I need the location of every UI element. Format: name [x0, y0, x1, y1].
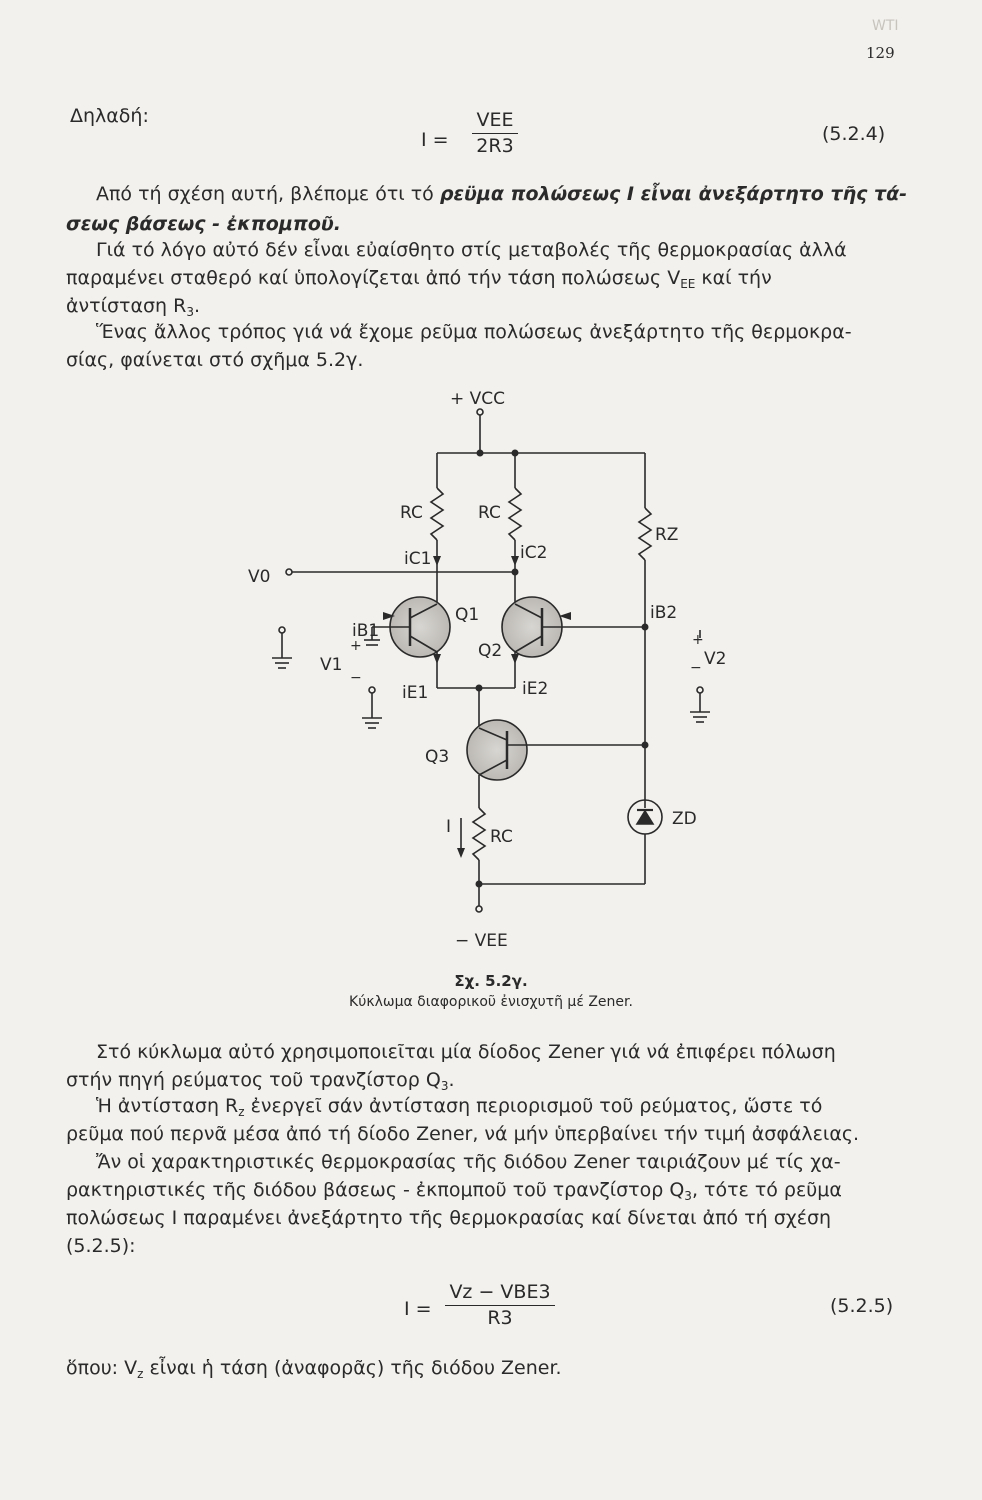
vee-terminal [476, 906, 482, 912]
para6-line1: Ἄν οἱ χαρακτηριστικές θερμοκρασίας τῆς διόδου Zener ταιριάζουν μέ τίς χα- [96, 1151, 841, 1173]
footer-sub: z [137, 1367, 144, 1381]
q2-label: Q2 [478, 641, 503, 661]
resistor-rz [639, 508, 651, 560]
eq1-fraction [455, 108, 535, 159]
ie2-label: iE2 [522, 679, 549, 699]
zd-label: ZD [672, 809, 697, 829]
page-number: 129 [866, 44, 895, 62]
eq1-label: (5.2.4) [822, 123, 886, 145]
para4-l2sub: 3 [440, 1079, 449, 1093]
para4-l2b: . [448, 1069, 455, 1091]
footer-line [66, 1356, 562, 1383]
para2-l3sub: 3 [186, 305, 194, 319]
para2-line1: Γιά τό λόγο αὐτό δέν εἶναι εὐαίσθητο στίς μεταβολές τῆς θερμοκρασίας ἀλλά [96, 239, 847, 261]
para1-bold-l1: ρεϋμα πολώσεως I εἶναι ἀνεξάρτητο τῆς τά- [439, 183, 908, 205]
para6-line4: (5.2.5): [66, 1235, 136, 1257]
ie1-label: iE1 [402, 683, 429, 703]
footer-b: εἶναι ἡ τάση (ἀναφορᾶς) τῆς διόδου Zener. [143, 1357, 562, 1379]
eq2-lhs: I = [404, 1298, 432, 1320]
para4-l2a: στήν πηγή ρεύματος τοῦ τρανζίστορ Q [66, 1069, 441, 1091]
intro-text: Δηλαδή: [70, 105, 149, 127]
para5-line2: ρεῦμα πού περνᾶ μέσα ἀπό τή δίοδο Zener, νά μήν ὑπερβαίνει τήν τιμή ἀσφάλειας. [66, 1123, 860, 1145]
para6-l2b: , τότε τό ρεῦμα [691, 1179, 842, 1201]
rc1-label: RC [400, 503, 423, 523]
ghost-mark: WTI [872, 18, 899, 34]
resistor-rc1 [431, 488, 443, 540]
transistor-q3 [467, 720, 527, 780]
v0-label: V0 [248, 567, 271, 587]
para4-line1: Στό κύκλωμα αὐτό χρησιμοποιεῖται μία δίοδος Zener γιά νά ἐπιφέρει πόλωση [96, 1041, 836, 1063]
circuit-diagram [240, 380, 727, 955]
para2-l2a: παραμένει σταθερό καί ὑπολογίζεται ἀπό τήν τάση πολώσεως V [66, 267, 681, 289]
ic2-label: iC2 [520, 543, 548, 563]
para2-l3b: . [193, 295, 201, 317]
para6-line3: πολώσεως I παραμένει ἀνεξάρτητο τῆς θερμοκρασίας καί δίνεται ἀπό τή σχέση [66, 1207, 832, 1229]
ib1-label: iB1 [352, 621, 380, 641]
vcc-terminal [477, 409, 483, 415]
para2-l2sub: EE [680, 277, 696, 291]
eq2-fraction [430, 1280, 570, 1331]
svg-text:−: − [350, 670, 362, 686]
eq2-denominator: R3 [487, 1307, 513, 1329]
figure-caption-subtitle: Κύκλωμα διαφορικοῦ ἐνισχυτῆ μέ Zener. [349, 994, 633, 1010]
para3-line2: σίας, φαίνεται στό σχῆμα 5.2γ. [66, 349, 364, 371]
eq1-numerator: VEE [472, 108, 517, 134]
vee-label: − VEE [455, 931, 508, 951]
eq2-label: (5.2.5) [830, 1295, 894, 1317]
para2-line3 [66, 294, 200, 321]
rc3-label: RC [490, 827, 513, 847]
rc2-label: RC [478, 503, 501, 523]
q3-label: Q3 [425, 747, 450, 767]
para6-line2 [66, 1178, 842, 1205]
eq1-denominator: 2R3 [476, 135, 514, 157]
vcc-label: + VCC [450, 389, 506, 409]
resistor-rc3 [473, 808, 485, 860]
para2-l2b: καί τήν [695, 267, 772, 289]
para2-l3a: ἀντίσταση R [66, 295, 187, 317]
svg-text:+: + [692, 632, 704, 648]
para6-l2a: ρακτηριστικές τῆς διόδου βάσεως - ἐκπομποῦ τοῦ τρανζίστορ Q [66, 1179, 685, 1201]
para5-l1b: ἐνεργεῖ σάν ἀντίσταση περιορισμοῦ τοῦ ρεύματος, ὥστε τό [244, 1095, 823, 1117]
para1-line1 [96, 182, 907, 207]
eq1-lhs: I = [421, 129, 449, 151]
para5-l1a: Ἡ ἀντίσταση R [96, 1095, 239, 1117]
figure-caption-title: Σχ. 5.2γ. [454, 972, 528, 990]
para1-line2: σεως βάσεως - ἐκπομποῦ. [66, 213, 341, 235]
q1-label: Q1 [455, 605, 480, 625]
para3-line1: Ἕνας ἄλλος τρόπος γιά νά ἔχομε ρεῦμα πολώσεως ἀνεξάρτητο τῆς θερμοκρα- [96, 321, 852, 343]
para5-line1 [96, 1094, 822, 1121]
eq2-numerator: Vz − VBE3 [445, 1280, 554, 1306]
resistor-rc2 [509, 488, 521, 540]
rz-label: RZ [655, 525, 679, 545]
para4-line2 [66, 1068, 455, 1095]
ic1-label: iC1 [404, 549, 432, 569]
para6-l2sub: 3 [684, 1189, 692, 1203]
para1-pre: Από τή σχέση αυτή, βλέπομε ότι τό [96, 183, 440, 205]
current-i-label: I [446, 817, 452, 837]
para5-l1sub: z [238, 1105, 245, 1119]
ib2-label: iB2 [650, 603, 678, 623]
svg-text:−: − [690, 660, 702, 676]
para2-line2 [66, 266, 772, 293]
svg-text:+: + [350, 638, 362, 654]
footer-a: ὅπου: V [66, 1357, 138, 1379]
v2-label: V2 [704, 649, 727, 669]
v1-label: V1 [320, 655, 343, 675]
